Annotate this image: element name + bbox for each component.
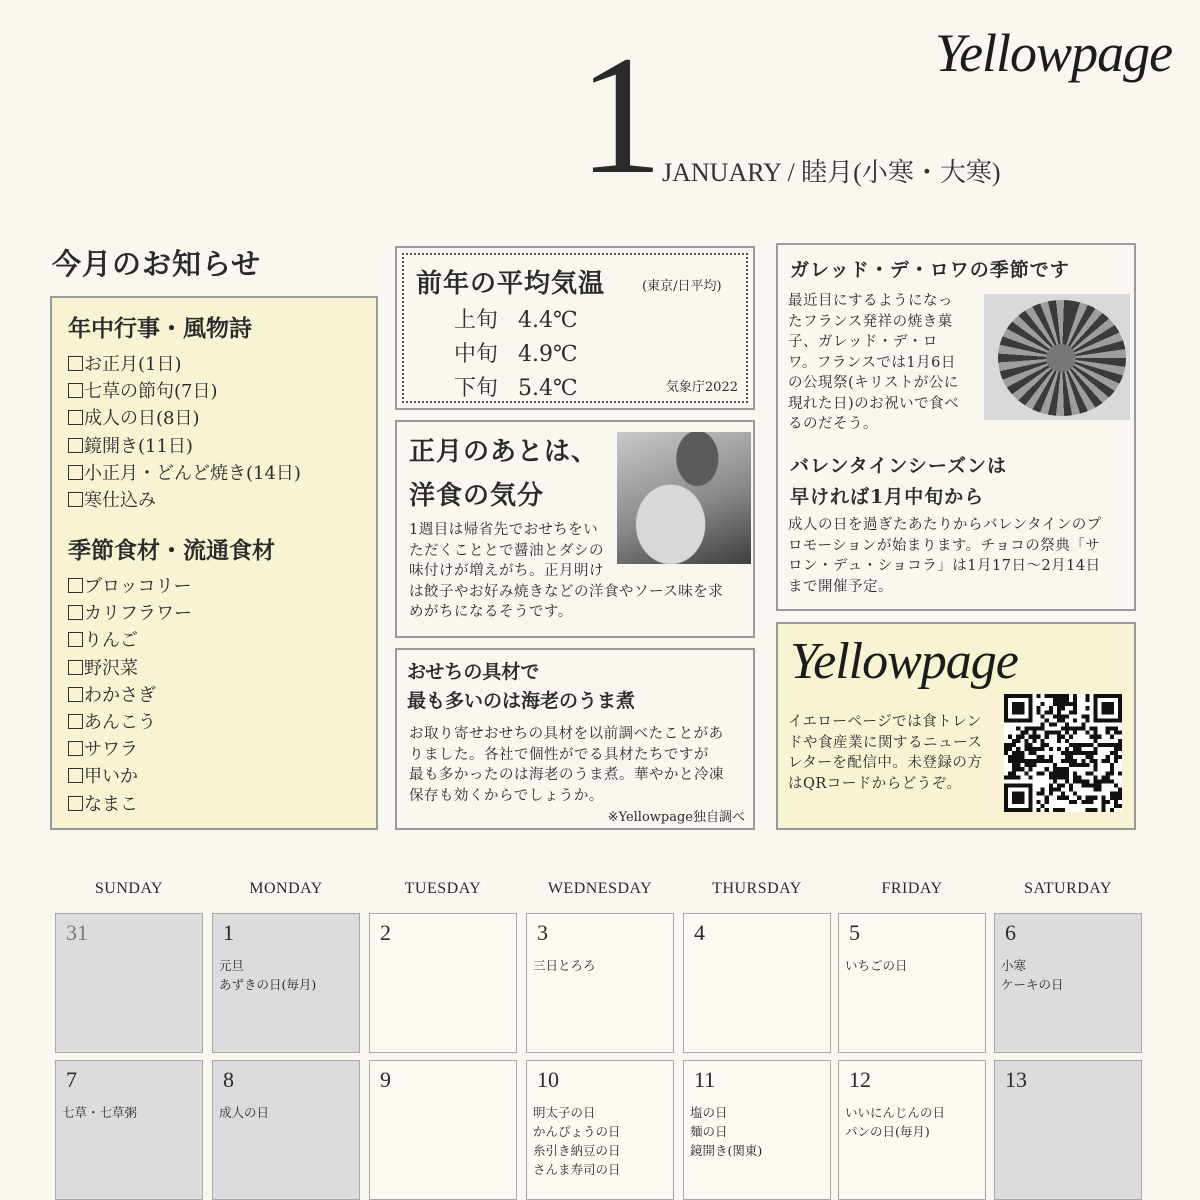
newsletter-logo: Yellowpage (790, 633, 1018, 690)
osechi-note: ※Yellowpage独自調べ (607, 810, 745, 825)
body-line: 最も多かったのは海老のうま煮。華やかと冷凍 (409, 767, 724, 783)
day-event: 明太子の日 (533, 1105, 596, 1120)
food-item-label: サワラ (84, 739, 138, 761)
food-item (68, 627, 275, 654)
temperature-title: 前年の平均気温 (416, 269, 606, 299)
body-line: レターを配信中。未登録の方 (788, 755, 983, 771)
day-events (845, 956, 908, 975)
day-event: さんま寿司の日 (533, 1162, 621, 1177)
day-number: 13 (1005, 1067, 1027, 1092)
checkbox-icon[interactable] (68, 768, 83, 783)
checkbox-icon[interactable] (68, 660, 83, 675)
event-item-label: 成人の日(8日) (84, 408, 200, 430)
body-line: りました。各社で個性がでる具材たちですが (409, 746, 709, 763)
checkbox-icon[interactable] (68, 714, 83, 729)
galette-cake-center (1046, 344, 1076, 372)
calendar-day-cell[interactable] (55, 1060, 203, 1200)
day-event: いいにんじんの日 (845, 1105, 946, 1120)
calendar-day-cell[interactable] (994, 1060, 1142, 1200)
newsletter-body (788, 712, 988, 794)
weekday-header: TUESDAY (404, 880, 482, 897)
foods-section (68, 532, 275, 818)
calendar-day-cell[interactable] (994, 913, 1142, 1053)
food-item-label: ブロッコリー (84, 576, 192, 597)
event-item-label: お正月(1日) (84, 354, 182, 375)
body-line: の公現祭(キリストが公に (788, 375, 959, 391)
body-line: ロモーションが始まります。チョコの祭典「サ (788, 537, 1101, 554)
body-line: まで開催予定。 (788, 578, 893, 595)
day-events (690, 1103, 762, 1160)
day-event: あずきの日(毎月) (219, 977, 317, 992)
checkbox-icon[interactable] (68, 410, 83, 425)
day-number: 8 (223, 1067, 234, 1092)
day-event: 塩の日 (690, 1105, 728, 1120)
day-events (533, 956, 596, 975)
food-item (68, 709, 275, 736)
day-event: 元旦 (219, 958, 245, 973)
checkbox-icon[interactable] (68, 741, 83, 756)
temperature-period: 下旬 (454, 376, 499, 401)
calendar-day-cell[interactable] (55, 913, 203, 1053)
shogatsu-box (395, 420, 755, 638)
event-item-label: 小正月・どんど焼き(14日) (84, 462, 301, 484)
food-item (68, 791, 275, 818)
food-item (68, 573, 275, 600)
day-event: 鏡開き(関東) (690, 1143, 763, 1158)
day-event: 小寒 (1001, 958, 1027, 973)
temperature-period: 中旬 (454, 342, 499, 367)
weekday-header: WEDNESDAY (547, 880, 653, 897)
event-item-label: 寒仕込み (84, 490, 156, 512)
food-item-label: 野沢菜 (84, 657, 138, 679)
food-item (68, 763, 275, 790)
notices-panel (50, 296, 378, 830)
calendar-day-cell[interactable] (838, 1060, 986, 1200)
body-line: 子、ガレッド・デ・ロ (788, 334, 938, 350)
calendar-day-cell[interactable] (526, 1060, 674, 1200)
body-line: はQRコードからどうぞ。 (788, 775, 962, 792)
events-section (68, 310, 301, 514)
shogatsu-title-line: 洋食の気分 (409, 481, 545, 511)
checkbox-icon[interactable] (68, 632, 83, 647)
calendar-day-cell[interactable] (369, 1060, 517, 1200)
osechi-title-line: 最も多いのは海老のうま煮 (407, 690, 636, 712)
body-line: 味付けが増えがち。正月明け (409, 563, 604, 579)
day-event: ケーキの日 (1001, 977, 1064, 992)
day-event: 七草・七草粥 (62, 1105, 138, 1120)
day-events (845, 1103, 945, 1141)
brand-logo: Yellowpage (935, 23, 1173, 83)
body-line: めがちになるそうです。 (409, 604, 573, 620)
calendar-day-cell[interactable] (212, 913, 360, 1053)
temperature-note: (東京/日平均) (642, 279, 722, 294)
day-event: 三日とろろ (533, 958, 596, 973)
galette-box (776, 243, 1136, 611)
day-number: 11 (694, 1067, 716, 1092)
event-item (68, 351, 301, 378)
month-label: JANUARY / 睦月(小寒・大寒) (662, 158, 1001, 187)
events-heading: 年中行事・風物詩 (68, 315, 252, 342)
shogatsu-title (409, 430, 598, 518)
day-event: 成人の日 (219, 1105, 270, 1120)
day-number: 1 (223, 920, 234, 945)
weekday-header: SATURDAY (1024, 880, 1112, 897)
event-item (68, 378, 301, 405)
weekday-header: MONDAY (249, 880, 323, 897)
osechi-title-line: おせちの具材で (407, 661, 540, 683)
body-line: イエローページでは食トレン (788, 714, 982, 730)
body-line: 保存も効くからでしょうか。 (409, 787, 604, 804)
day-events (533, 1103, 621, 1179)
checkbox-icon[interactable] (68, 438, 83, 453)
checkbox-icon[interactable] (68, 687, 83, 702)
calendar-day-cell[interactable] (369, 913, 517, 1053)
day-events (219, 1103, 269, 1122)
temperature-source: 気象庁2022 (665, 380, 738, 395)
day-number: 9 (380, 1067, 391, 1092)
foods-heading: 季節食材・流通食材 (68, 537, 275, 564)
checkbox-icon[interactable] (68, 578, 83, 593)
day-events (1001, 956, 1064, 994)
osechi-body (409, 724, 749, 806)
calendar-day-cell[interactable] (683, 1060, 831, 1200)
day-number: 12 (849, 1067, 871, 1092)
body-line: 1週目は帰省先でおせちをい (409, 522, 599, 538)
body-line: お取り寄せおせちの具材を以前調べたことがあ (409, 726, 724, 742)
temperature-value: 4.4℃ (518, 308, 578, 333)
body-line: 最近目にするようになっ (788, 293, 953, 309)
food-item (68, 600, 275, 627)
galette-body (788, 291, 984, 435)
weekday-header: SUNDAY (94, 880, 164, 897)
food-item-label: カリフラワー (84, 603, 192, 625)
body-line: るのだそう。 (788, 416, 878, 432)
day-event: いちごの日 (845, 958, 908, 973)
day-number: 2 (380, 920, 391, 945)
day-event: 糸引き納豆の日 (533, 1143, 621, 1158)
valentine-title-line: 早ければ1月中旬から (790, 486, 985, 508)
day-number: 31 (66, 920, 88, 945)
food-item-label: あんこう (84, 712, 156, 734)
valentine-title (790, 451, 1007, 513)
valentine-body (788, 515, 1132, 597)
day-number: 10 (537, 1067, 559, 1092)
valentine-title-line: バレンタインシーズンは (790, 455, 1007, 477)
temperature-row (454, 303, 578, 334)
body-line: 成人の日を過ぎたあたりからバレンタインのプ (788, 517, 1102, 533)
body-line: たフランス発祥の焼き菓 (788, 313, 953, 330)
food-item-label: りんご (84, 630, 138, 652)
events-list (68, 351, 301, 514)
temperature-value: 4.9℃ (518, 342, 578, 367)
checkbox-icon[interactable] (68, 796, 83, 811)
shogatsu-body (409, 520, 745, 623)
event-item (68, 460, 301, 487)
month-number: 1 (578, 21, 663, 209)
checkbox-icon[interactable] (68, 605, 83, 620)
body-line: は餃子やお好み焼きなどの洋食やソース味を求 (409, 583, 724, 600)
temperature-row (454, 371, 578, 402)
body-line: ワ。フランスでは1月6日 (788, 354, 956, 371)
day-number: 7 (66, 1067, 77, 1092)
day-event: 麺の日 (690, 1124, 728, 1139)
checkbox-icon[interactable] (68, 492, 83, 507)
event-item-label: 鏡開き(11日) (84, 435, 193, 457)
day-number: 4 (694, 920, 705, 945)
food-item (68, 682, 275, 709)
body-line: ドや食産業に関するニュース (788, 734, 983, 751)
day-events (62, 1103, 137, 1122)
event-item (68, 405, 301, 432)
day-number: 3 (537, 920, 548, 945)
galette-title: ガレッド・デ・ロワの季節です (790, 259, 1070, 281)
checkbox-icon[interactable] (68, 383, 83, 398)
newsletter-box (776, 622, 1136, 830)
day-event: パンの日(毎月) (845, 1124, 930, 1139)
foods-list (68, 573, 275, 818)
body-line: ロン・デュ・ショコラ」は1月17日〜2月14日 (788, 558, 1101, 574)
event-item (68, 433, 301, 460)
weekday-header: FRIDAY (881, 880, 943, 897)
body-line: 現れた日)のお祝いで食べ (788, 395, 960, 412)
galette-photo (984, 294, 1130, 420)
osechi-title (407, 658, 635, 716)
food-item (68, 736, 275, 763)
shogatsu-title-line: 正月のあとは、 (409, 437, 599, 467)
temperature-value: 5.4℃ (518, 376, 578, 401)
qr-code-icon[interactable] (1004, 694, 1122, 812)
day-number: 5 (849, 920, 860, 945)
food-item (68, 655, 275, 682)
temperature-box (395, 246, 755, 410)
day-event: かんぴょうの日 (533, 1124, 621, 1139)
event-item-label: 七草の節句(7日) (84, 381, 218, 403)
checkbox-icon[interactable] (68, 356, 83, 371)
day-number: 6 (1005, 920, 1016, 945)
food-item-label: なまこ (84, 793, 138, 815)
body-line: ただくこととで醤油とダシの (409, 542, 604, 559)
temperature-period: 上旬 (454, 308, 499, 333)
calendar-day-cell[interactable] (683, 913, 831, 1053)
osechi-box (395, 648, 755, 830)
checkbox-icon[interactable] (68, 465, 83, 480)
calendar-day-cell[interactable] (838, 913, 986, 1053)
calendar-day-cell[interactable] (212, 1060, 360, 1200)
food-item-label: わかさぎ (84, 684, 156, 706)
event-item (68, 487, 301, 514)
calendar-day-cell[interactable] (526, 913, 674, 1053)
day-events (219, 956, 316, 994)
weekday-header: THURSDAY (712, 880, 802, 897)
food-item-label: 甲いか (84, 766, 138, 788)
notices-title: 今月のお知らせ (52, 247, 262, 281)
temperature-row (454, 337, 578, 368)
